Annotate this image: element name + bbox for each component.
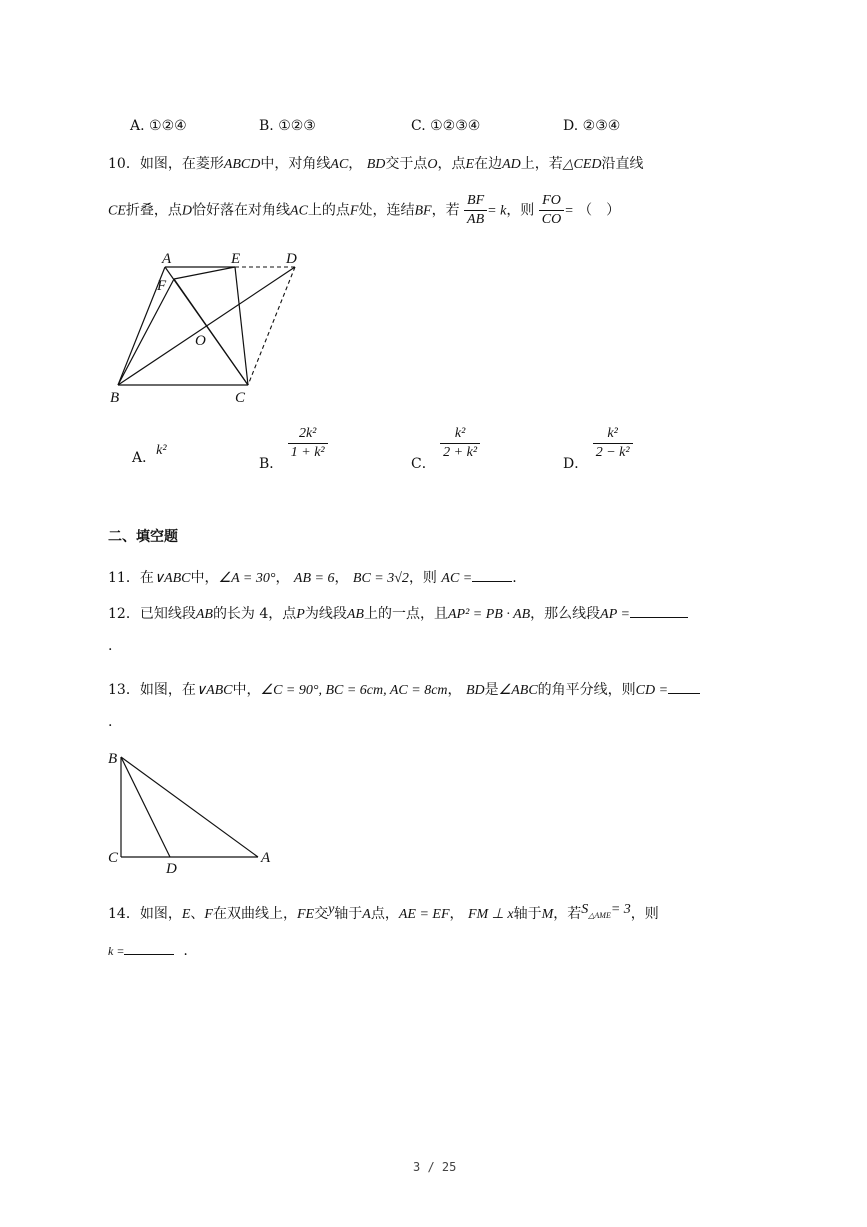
q10-stem-line2: CE折叠，点D恰好落在对角线AC上的点F处，连结BF，若 $\frac{BF}{AB}$ = k，则 $\frac{FO}{CO}$ = （ ） [108,193,621,227]
label-a: A [261,850,271,866]
label-b: B [110,390,120,406]
q13-tail: . [108,714,113,730]
label-c: C [235,390,246,406]
q10-option-a: A．k² [132,443,167,466]
q10-option-b: B． $\frac{\text{2k²}}{\text{1 + k²}}$ [259,425,328,462]
q13-stem: 13．如图，在∨ABC中，∠C = 90°, BC = 6cm, AC = 8cm， BD是∠ABC的角平分线，则CD = [108,679,700,699]
label-o: O [195,333,206,349]
q14-answer-line: k = . [108,940,188,959]
q14-answer-blank[interactable] [124,940,174,955]
section-title: 二、填空题 [108,529,178,545]
page-number: 3 / 25 [413,1160,457,1174]
q12-answer-blank[interactable] [630,603,688,618]
label-e: E [231,251,241,267]
q14-stem: 14．如图，E、F在双曲线上，FE交y轴于A点，AE = EF， FM ⊥ x轴于M，若S△AME= 3，则 [108,902,659,922]
fraction-bf-ab: $\frac{BF}{AB}$ [464,192,487,229]
label-c: C [108,850,119,866]
label-d: D [166,861,177,877]
q9-option-c: C. ①②③④ [411,118,481,134]
label-d: D [286,251,297,267]
label-b: B [108,751,118,767]
fraction-fo-co: $\frac{FO}{CO}$ [539,192,564,229]
q9-option-b: B. ①②③ [259,118,316,134]
label-a: A [162,251,172,267]
q11-answer-blank[interactable] [472,567,512,582]
q12-stem: 12．已知线段AB的长为 4，点P为线段AB上的一点，且AP² = PB · AB，那么线段AP = [108,603,688,623]
q12-tail: . [108,638,113,654]
q9-option-d: D. ②③④ [563,118,621,134]
q10-option-d: D． $\frac{\text{k²}}{\text{2 − k²}}$ [563,425,633,462]
q11-stem: 11．在∨ABC中，∠A = 30°， AB = 6， BC = 3√2，则 AC = . [108,567,517,587]
q10-option-c: C． $\frac{\text{k²}}{\text{2 + k²}}$ [411,425,480,462]
rhombus-figure [100,245,320,410]
right-triangle-figure [100,745,290,880]
q9-option-a: A. ①②④ [130,118,187,134]
label-f: F [157,278,167,294]
q10-stem-line1: 10．如图，在菱形ABCD中，对角线AC， BD交于点O，点E在边AD上，若△CED沿直线 [108,156,644,172]
q13-answer-blank[interactable] [668,679,700,694]
